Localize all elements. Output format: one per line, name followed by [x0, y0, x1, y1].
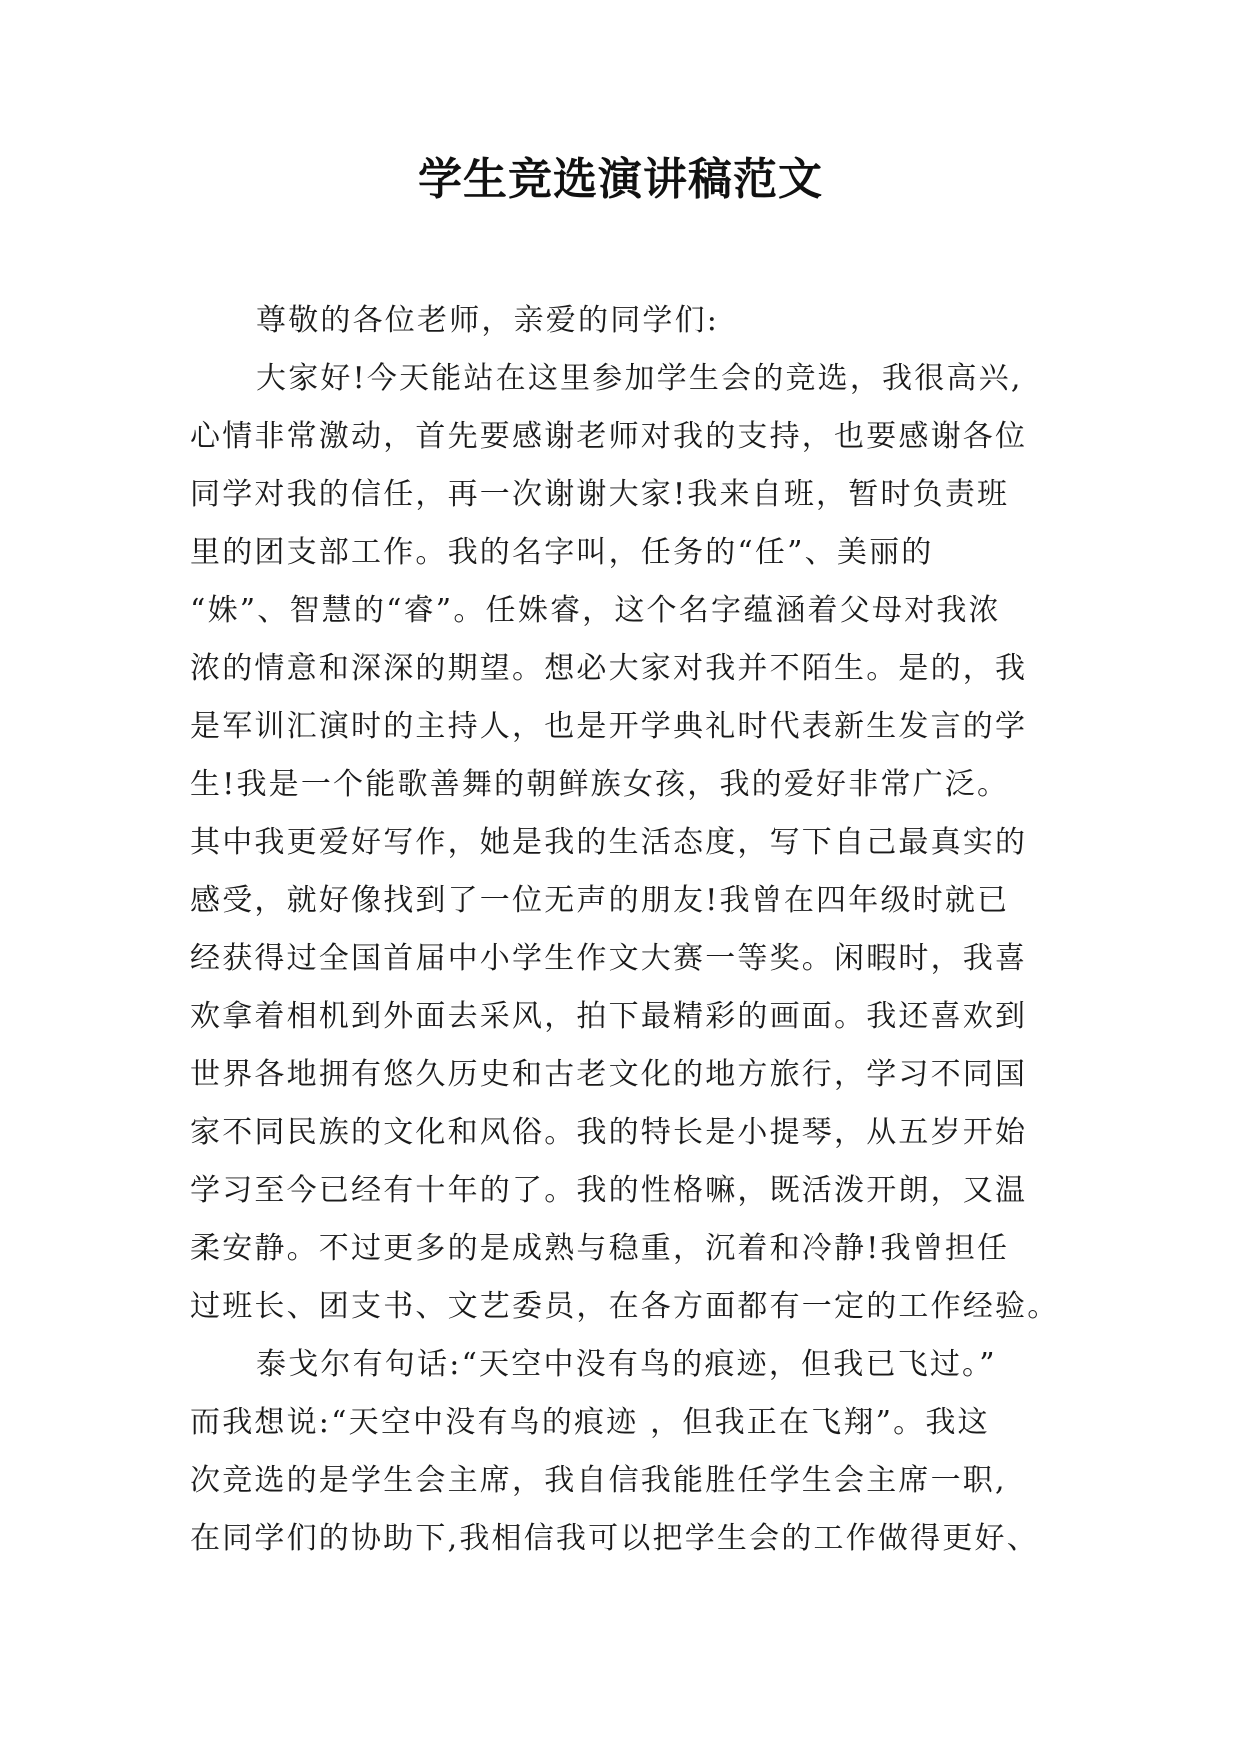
body-line: 同学对我的信任，再一次谢谢大家!我来自班，暂时负责班 [190, 477, 1010, 512]
body-line: 学习至今已经有十年的了。我的性格嘛，既活泼开朗，又温 [190, 1173, 1028, 1208]
body-line: 而我想说:“天空中没有鸟的痕迹 ，但我正在飞翔”。我这 [190, 1405, 990, 1440]
body-line: 欢拿着相机到外面去采风，拍下最精彩的画面。我还喜欢到 [190, 999, 1028, 1034]
body-line: “姝”、智慧的“睿”。任姝睿，这个名字蕴涵着父母对我浓 [190, 593, 1001, 628]
body-line: 家不同民族的文化和风俗。我的特长是小提琴，从五岁开始 [190, 1115, 1028, 1150]
body-line: 经获得过全国首届中小学生作文大赛一等奖。闲暇时，我喜 [190, 941, 1028, 976]
body-line: 浓的情意和深深的期望。想必大家对我并不陌生。是的，我 [190, 651, 1028, 686]
body-line: 其中我更爱好写作，她是我的生活态度，写下自己最真实的 [190, 825, 1028, 860]
body-line: 次竞选的是学生会主席，我自信我能胜任学生会主席一职, [190, 1463, 1007, 1498]
body-line: 在同学们的协助下,我相信我可以把学生会的工作做得更好、 [190, 1521, 1039, 1556]
body-line: 大家好!今天能站在这里参加学生会的竞选，我很高兴, [256, 361, 1023, 396]
body-line: 过班长、团支书、文艺委员，在各方面都有一定的工作经验。 [190, 1289, 1060, 1324]
body-line: 泰戈尔有句话:“天空中没有鸟的痕迹，但我已飞过。” [256, 1347, 997, 1382]
body-line: 尊敬的各位老师，亲爱的同学们: [256, 303, 720, 338]
body-line: 感受，就好像找到了一位无声的朋友!我曾在四年级时就已 [190, 883, 1010, 918]
body-line: 世界各地拥有悠久历史和古老文化的地方旅行，学习不同国 [190, 1057, 1028, 1092]
body-line: 生!我是一个能歌善舞的朝鲜族女孩，我的爱好非常广泛。 [190, 767, 1010, 802]
document-body [190, 292, 1070, 1568]
body-line: 是军训汇演时的主持人，也是开学典礼时代表新生发言的学 [190, 709, 1028, 744]
document-title: 学生竞选演讲稿范文 [418, 154, 823, 205]
body-line: 柔安静。不过更多的是成熟与稳重，沉着和冷静!我曾担任 [190, 1231, 1010, 1266]
body-line: 心情非常激动，首先要感谢老师对我的支持，也要感谢各位 [190, 419, 1028, 454]
body-line: 里的团支部工作。我的名字叫，任务的“任”、美丽的 [190, 535, 934, 570]
